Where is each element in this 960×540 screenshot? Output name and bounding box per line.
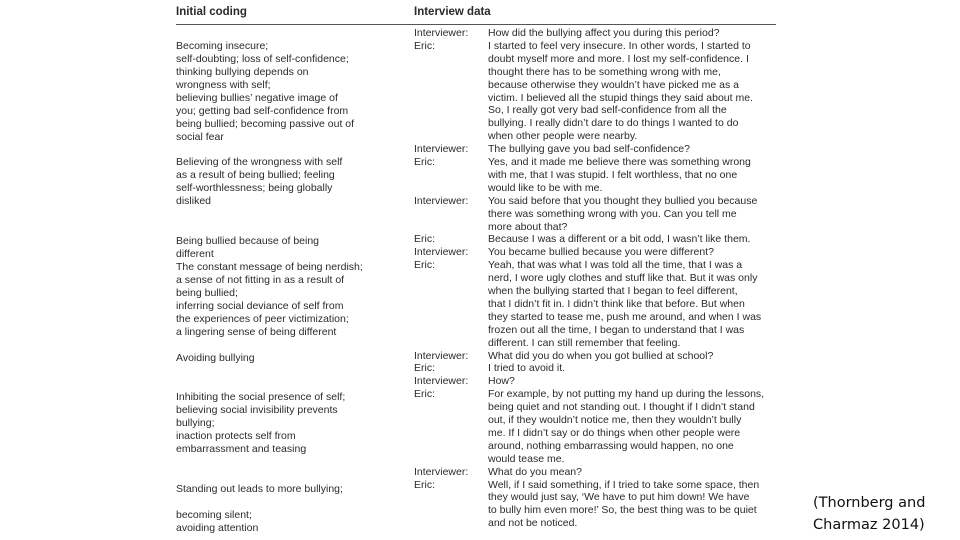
coding-line: self-worthlessness; being globally <box>176 182 333 194</box>
speaker-label: Interviewer: <box>414 465 469 478</box>
table-header-col1: Initial coding <box>176 6 247 18</box>
interview-text: frozen out all the time, I began to understand that I was <box>488 323 745 336</box>
interview-text: they would just say, ‘We have to put him down! We have <box>488 491 750 504</box>
interview-text: thought there has to be something wrong with me, <box>488 65 721 78</box>
interview-text: How did the bullying affect you during this period? <box>488 27 720 39</box>
coding-line: as a result of being bullied; feeling <box>176 169 335 181</box>
coding-line: being bullied; <box>176 287 238 299</box>
interview-text: victim. I believed all the stupid things they said about me. <box>488 91 753 104</box>
coding-line: a sense of not fitting in as a result of <box>176 274 345 286</box>
header-rule <box>176 24 776 25</box>
coding-line: Standing out leads to more bullying; <box>176 483 343 495</box>
speaker-label: Interviewer: <box>414 194 469 207</box>
speaker-label: Eric: <box>414 259 435 272</box>
interview-text: Because I was a different or a bit odd, I wasn’t like them. <box>488 233 751 246</box>
coding-line: you; getting bad self-confidence from <box>176 105 349 117</box>
interview-text: would tease me. <box>488 452 565 465</box>
coding-line: believing bullies’ negative image of <box>176 92 338 104</box>
interview-text: Well, if I said something, if I tried to take some space, then <box>488 478 760 491</box>
interview-text: would like to be with me. <box>488 181 603 194</box>
interview-text: What do you mean? <box>488 465 582 478</box>
coding-line: Avoiding bullying <box>176 352 255 364</box>
interview-text: The bullying gave you bad self-confidence? <box>488 143 690 156</box>
interview-text: because otherwise they wouldn’t have picked me as a <box>488 78 739 91</box>
coding-line: inferring social deviance of self from <box>176 300 344 312</box>
coding-line: embarrassment and teasing <box>176 443 307 455</box>
citation-line-1: (Thornberg and <box>813 495 926 511</box>
interview-text: when the bullying started that I began to feel different, <box>488 285 738 297</box>
coding-line: a lingering sense of being different <box>176 326 337 338</box>
interview-text: For example, by not putting my hand up during the lessons, <box>488 388 765 401</box>
coding-line: Inhibiting the social presence of self; <box>176 391 346 403</box>
interview-text: Yes, and it made me believe there was something wrong <box>488 156 751 168</box>
speaker-label: Interviewer: <box>414 143 469 156</box>
interview-text: more about that? <box>488 220 568 233</box>
coding-line: social fear <box>176 131 224 143</box>
interview-text: when other people were nearby. <box>488 130 638 143</box>
coding-line: becoming silent; <box>176 509 252 521</box>
coding-line: different <box>176 248 214 260</box>
coding-line: bullying; <box>176 417 215 429</box>
coding-line: believing social invisibility prevents <box>176 404 338 416</box>
citation <box>813 492 925 536</box>
interview-text: to bully him even more!’ So, the best thing was to be quiet <box>488 504 757 517</box>
coding-line: self-doubting; loss of self-confidence; <box>176 53 349 65</box>
coding-line: avoiding attention <box>176 522 259 534</box>
coding-line: Being bullied because of being <box>176 235 320 247</box>
interview-text: around, nothing embarrassing would happen, no one <box>488 439 734 452</box>
coding-line: inaction protects self from <box>176 430 296 442</box>
coding-line: thinking bullying depends on <box>176 66 309 78</box>
interview-text: I tried to avoid it. <box>488 362 566 375</box>
interview-text: doubt myself more and more. I lost my self-confidence. I <box>488 52 749 65</box>
speaker-label: Eric: <box>414 39 435 52</box>
interview-text: different. I can still remember that feeling. <box>488 336 681 349</box>
interview-text: How? <box>488 375 515 388</box>
interview-text: there was something wrong with you. Can you tell me <box>488 207 737 220</box>
interview-text: bullying. I really didn’t dare to do things I wanted to do <box>488 117 739 130</box>
interview-text: I started to feel very insecure. In other words, I started to <box>488 39 751 52</box>
coding-line: The constant message of being nerdish; <box>176 261 363 273</box>
speaker-label: Eric: <box>414 388 435 401</box>
speaker-label: Interviewer: <box>414 27 469 39</box>
coding-line: disliked <box>176 195 212 207</box>
speaker-label: Interviewer: <box>414 349 469 362</box>
interview-text: me. If I didn’t say or do things when other people were <box>488 426 741 439</box>
speaker-label: Eric: <box>414 478 435 491</box>
interview-text: What did you do when you got bullied at school? <box>488 349 714 362</box>
speaker-label: Interviewer: <box>414 375 469 388</box>
interview-text: and not be noticed. <box>488 517 578 530</box>
table-header-col2: Interview data <box>414 6 491 18</box>
coding-line: the experiences of peer victimization; <box>176 313 349 325</box>
interview-text: they started to tease me, push me around, and when I was <box>488 310 762 323</box>
speaker-label: Eric: <box>414 233 435 246</box>
speaker-label: Interviewer: <box>414 246 469 259</box>
interview-text: You became bullied because you were different? <box>488 246 714 259</box>
interview-text: with me, that I was stupid. I felt worthless, that no one <box>488 168 738 181</box>
citation-line-2: Charmaz 2014) <box>813 517 925 533</box>
coding-line: Believing of the wrongness with self <box>176 156 343 168</box>
speaker-label: Eric: <box>414 156 435 168</box>
interview-text: being quiet and not standing out. I thought if I didn’t stand <box>488 401 755 414</box>
interview-text: out, if they wouldn’t notice me, then they wouldn’t bully <box>488 414 742 426</box>
interview-text: You said before that you thought they bullied you because <box>488 194 758 207</box>
interview-text: So, I really got very bad self-confidence from all the <box>488 104 727 117</box>
coding-line: wrongness with self; <box>176 79 271 91</box>
interview-text: nerd, I wore ugly clothes and stuff like that. But it was only <box>488 272 758 285</box>
coding-line: Becoming insecure; <box>176 40 269 52</box>
interview-text: Yeah, that was what I was told all the time, that I was a <box>488 259 743 272</box>
coding-line: being bullied; becoming passive out of <box>176 118 355 130</box>
interview-text: that I didn’t fit in. I didn’t think like that before. But when <box>488 297 745 310</box>
speaker-label: Eric: <box>414 362 435 375</box>
